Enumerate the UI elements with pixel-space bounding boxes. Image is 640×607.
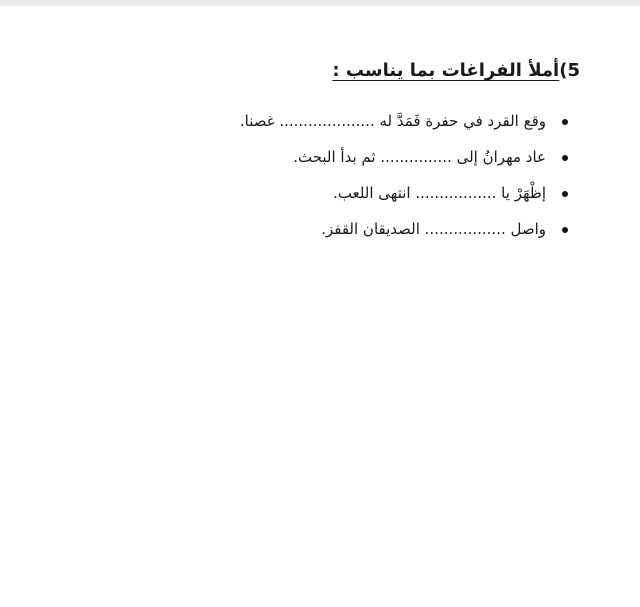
list-item — [240, 184, 568, 220]
fill-in-list — [240, 112, 568, 256]
sentence-text: وقع القرد في حفرة فَمَدَّ له .................... غصنا. — [239, 112, 546, 130]
bullet-icon — [562, 191, 568, 197]
sentence-text: واصل ................. الصديقان القفز. — [321, 220, 546, 238]
question-instruction: أملأ الفراغات بما يناسب : — [332, 60, 560, 81]
list-item — [240, 112, 568, 148]
sentence-text: إظْهَرْ يا ................. انتهى اللعب. — [333, 184, 546, 202]
list-item — [240, 148, 568, 184]
question-number: 5) — [559, 60, 580, 81]
sentence-text: عاد مهرانُ إلى ............... ثم بدأ البحث. — [293, 148, 546, 166]
top-border — [0, 0, 640, 6]
list-item — [240, 220, 568, 256]
bullet-icon — [562, 119, 568, 125]
question-heading — [332, 60, 580, 81]
bullet-icon — [562, 227, 568, 233]
bullet-icon — [562, 155, 568, 161]
